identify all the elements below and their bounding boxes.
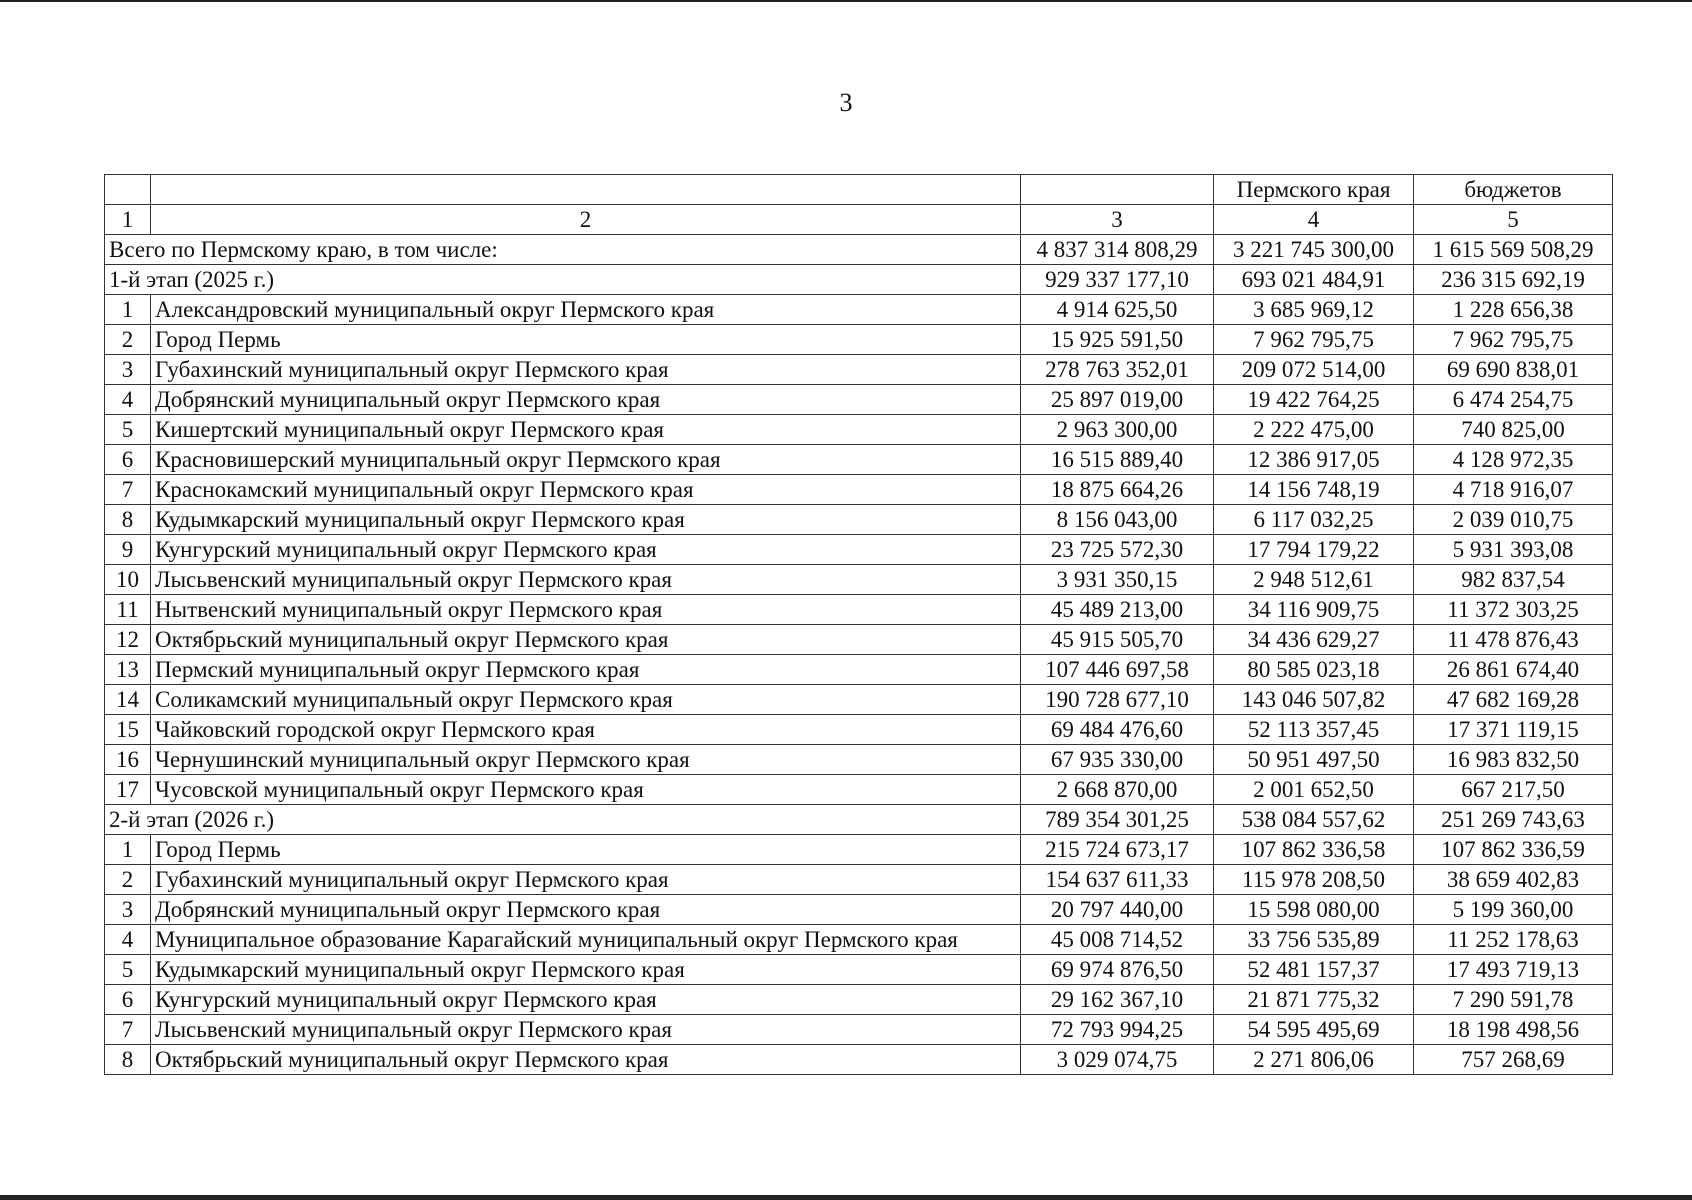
table-row xyxy=(105,865,1613,895)
local-budget-cell: 982 837,54 xyxy=(1414,565,1613,595)
row-number: 12 xyxy=(105,625,151,655)
total-funding-cell: 20 797 440,00 xyxy=(1021,895,1214,925)
stage-label: 1-й этап (2025 г.) xyxy=(105,265,1021,295)
table-row xyxy=(105,505,1613,535)
total-funding-cell: 25 897 019,00 xyxy=(1021,385,1214,415)
municipality-name: Октябрьский муниципальный округ Пермского края xyxy=(151,625,1021,655)
row-number: 7 xyxy=(105,1015,151,1045)
table-row xyxy=(105,745,1613,775)
total-value-4: 3 221 745 300,00 xyxy=(1214,235,1414,265)
regional-budget-cell: 52 481 157,37 xyxy=(1214,955,1414,985)
total-funding-cell: 107 446 697,58 xyxy=(1021,655,1214,685)
column-number-4: 4 xyxy=(1214,205,1414,235)
row-number: 15 xyxy=(105,715,151,745)
row-number: 3 xyxy=(105,895,151,925)
table-row xyxy=(105,295,1613,325)
row-number: 16 xyxy=(105,745,151,775)
municipality-name: Нытвенский муниципальный округ Пермского края xyxy=(151,595,1021,625)
municipality-name: Кишертский муниципальный округ Пермского края xyxy=(151,415,1021,445)
table-row xyxy=(105,715,1613,745)
column-number-2: 2 xyxy=(151,205,1021,235)
table-row xyxy=(105,325,1613,355)
local-budget-cell: 4 718 916,07 xyxy=(1414,475,1613,505)
local-budget-cell: 69 690 838,01 xyxy=(1414,355,1613,385)
total-funding-cell: 2 668 870,00 xyxy=(1021,775,1214,805)
municipality-name: Город Пермь xyxy=(151,325,1021,355)
local-budget-cell: 17 371 119,15 xyxy=(1414,715,1613,745)
total-funding-cell: 4 914 625,50 xyxy=(1021,295,1214,325)
row-number: 11 xyxy=(105,595,151,625)
regional-budget-cell: 14 156 748,19 xyxy=(1214,475,1414,505)
municipality-name: Чайковский городской округ Пермского края xyxy=(151,715,1021,745)
municipality-name: Кудымкарский муниципальный округ Пермского края xyxy=(151,955,1021,985)
total-funding-cell: 67 935 330,00 xyxy=(1021,745,1214,775)
stage-row xyxy=(105,805,1613,835)
row-number: 6 xyxy=(105,985,151,1015)
total-funding-cell: 45 915 505,70 xyxy=(1021,625,1214,655)
stage-value-5: 251 269 743,63 xyxy=(1414,805,1613,835)
local-budget-cell: 11 252 178,63 xyxy=(1414,925,1613,955)
local-budget-cell: 26 861 674,40 xyxy=(1414,655,1613,685)
regional-budget-cell: 80 585 023,18 xyxy=(1214,655,1414,685)
total-funding-cell: 69 974 876,50 xyxy=(1021,955,1214,985)
regional-budget-cell: 54 595 495,69 xyxy=(1214,1015,1414,1045)
regional-budget-cell: 115 978 208,50 xyxy=(1214,865,1414,895)
regional-budget-cell: 3 685 969,12 xyxy=(1214,295,1414,325)
table-row xyxy=(105,775,1613,805)
table-row xyxy=(105,985,1613,1015)
local-budget-cell: 18 198 498,56 xyxy=(1414,1015,1613,1045)
row-number: 2 xyxy=(105,325,151,355)
local-budget-cell: 1 228 656,38 xyxy=(1414,295,1613,325)
column-number-row xyxy=(105,205,1613,235)
municipality-name: Город Пермь xyxy=(151,835,1021,865)
regional-budget-cell: 209 072 514,00 xyxy=(1214,355,1414,385)
stage-value-3: 789 354 301,25 xyxy=(1021,805,1214,835)
municipality-name: Кунгурский муниципальный округ Пермского края xyxy=(151,985,1021,1015)
stage-value-4: 538 084 557,62 xyxy=(1214,805,1414,835)
stage-label: 2-й этап (2026 г.) xyxy=(105,805,1021,835)
municipality-name: Муниципальное образование Карагайский муниципальный округ Пермского края xyxy=(151,925,1021,955)
regional-budget-cell: 2 271 806,06 xyxy=(1214,1045,1414,1075)
local-budget-cell: 2 039 010,75 xyxy=(1414,505,1613,535)
local-budget-cell: 7 290 591,78 xyxy=(1414,985,1613,1015)
total-funding-cell: 69 484 476,60 xyxy=(1021,715,1214,745)
total-funding-cell: 72 793 994,25 xyxy=(1021,1015,1214,1045)
table-row xyxy=(105,595,1613,625)
total-funding-cell: 154 637 611,33 xyxy=(1021,865,1214,895)
regional-budget-cell: 15 598 080,00 xyxy=(1214,895,1414,925)
table-row xyxy=(105,1015,1613,1045)
row-number: 13 xyxy=(105,655,151,685)
row-number: 7 xyxy=(105,475,151,505)
table-row xyxy=(105,355,1613,385)
municipality-name: Соликамский муниципальный округ Пермского края xyxy=(151,685,1021,715)
total-funding-cell: 215 724 673,17 xyxy=(1021,835,1214,865)
table-row xyxy=(105,925,1613,955)
local-budget-cell: 667 217,50 xyxy=(1414,775,1613,805)
table-row xyxy=(105,475,1613,505)
stage-value-5: 236 315 692,19 xyxy=(1414,265,1613,295)
municipality-name: Красновишерский муниципальный округ Пермского края xyxy=(151,445,1021,475)
local-budget-cell: 17 493 719,13 xyxy=(1414,955,1613,985)
regional-budget-cell: 7 962 795,75 xyxy=(1214,325,1414,355)
header-row-continued xyxy=(105,175,1613,205)
regional-budget-cell: 19 422 764,25 xyxy=(1214,385,1414,415)
municipality-name: Чусовской муниципальный округ Пермского края xyxy=(151,775,1021,805)
local-budget-cell: 16 983 832,50 xyxy=(1414,745,1613,775)
regional-budget-cell: 50 951 497,50 xyxy=(1214,745,1414,775)
municipality-name: Добрянский муниципальный округ Пермского края xyxy=(151,385,1021,415)
regional-budget-cell: 107 862 336,58 xyxy=(1214,835,1414,865)
table-row xyxy=(105,655,1613,685)
table-row xyxy=(105,535,1613,565)
row-number: 1 xyxy=(105,295,151,325)
row-number: 1 xyxy=(105,835,151,865)
regional-budget-cell: 33 756 535,89 xyxy=(1214,925,1414,955)
table-row xyxy=(105,625,1613,655)
regional-budget-cell: 2 948 512,61 xyxy=(1214,565,1414,595)
regional-budget-cell: 17 794 179,22 xyxy=(1214,535,1414,565)
municipality-name: Пермский муниципальный округ Пермского края xyxy=(151,655,1021,685)
total-funding-cell: 278 763 352,01 xyxy=(1021,355,1214,385)
municipality-name: Лысьвенский муниципальный округ Пермского края xyxy=(151,1015,1021,1045)
row-number: 10 xyxy=(105,565,151,595)
row-number: 9 xyxy=(105,535,151,565)
municipality-name: Кудымкарский муниципальный округ Пермского края xyxy=(151,505,1021,535)
regional-budget-cell: 52 113 357,45 xyxy=(1214,715,1414,745)
page-number: 3 xyxy=(839,88,853,117)
header-cell-4: Пермского края xyxy=(1214,175,1414,205)
local-budget-cell: 6 474 254,75 xyxy=(1414,385,1613,415)
total-funding-cell: 190 728 677,10 xyxy=(1021,685,1214,715)
header-cell-3 xyxy=(1021,175,1214,205)
local-budget-cell: 740 825,00 xyxy=(1414,415,1613,445)
row-number: 8 xyxy=(105,1045,151,1075)
table-row xyxy=(105,415,1613,445)
regional-budget-cell: 2 222 475,00 xyxy=(1214,415,1414,445)
municipality-name: Чернушинский муниципальный округ Пермского края xyxy=(151,745,1021,775)
table-row xyxy=(105,895,1613,925)
stage-row xyxy=(105,265,1613,295)
row-number: 3 xyxy=(105,355,151,385)
total-row xyxy=(105,235,1613,265)
table-row xyxy=(105,385,1613,415)
row-number: 8 xyxy=(105,505,151,535)
stage-value-3: 929 337 177,10 xyxy=(1021,265,1214,295)
municipality-name: Губахинский муниципальный округ Пермского края xyxy=(151,865,1021,895)
local-budget-cell: 4 128 972,35 xyxy=(1414,445,1613,475)
stage-value-4: 693 021 484,91 xyxy=(1214,265,1414,295)
table-row xyxy=(105,685,1613,715)
municipality-name: Кунгурский муниципальный округ Пермского края xyxy=(151,535,1021,565)
row-number: 4 xyxy=(105,385,151,415)
scan-edge-top xyxy=(0,0,1692,2)
scan-edge-bottom xyxy=(0,1195,1692,1200)
total-funding-cell: 3 931 350,15 xyxy=(1021,565,1214,595)
column-number-3: 3 xyxy=(1021,205,1214,235)
regional-budget-cell: 21 871 775,32 xyxy=(1214,985,1414,1015)
local-budget-cell: 5 199 360,00 xyxy=(1414,895,1613,925)
municipality-name: Губахинский муниципальный округ Пермского края xyxy=(151,355,1021,385)
local-budget-cell: 5 931 393,08 xyxy=(1414,535,1613,565)
total-funding-cell: 45 008 714,52 xyxy=(1021,925,1214,955)
regional-budget-cell: 34 436 629,27 xyxy=(1214,625,1414,655)
total-value-5: 1 615 569 508,29 xyxy=(1414,235,1613,265)
regional-budget-cell: 2 001 652,50 xyxy=(1214,775,1414,805)
municipality-name: Краснокамский муниципальный округ Пермского края xyxy=(151,475,1021,505)
local-budget-cell: 11 478 876,43 xyxy=(1414,625,1613,655)
header-cell-5: бюджетов xyxy=(1414,175,1613,205)
regional-budget-cell: 6 117 032,25 xyxy=(1214,505,1414,535)
column-number-1: 1 xyxy=(105,205,151,235)
row-number: 5 xyxy=(105,955,151,985)
row-number: 5 xyxy=(105,415,151,445)
row-number: 6 xyxy=(105,445,151,475)
municipality-name: Лысьвенский муниципальный округ Пермского края xyxy=(151,565,1021,595)
total-funding-cell: 16 515 889,40 xyxy=(1021,445,1214,475)
table-row xyxy=(105,445,1613,475)
municipality-name: Добрянский муниципальный округ Пермского края xyxy=(151,895,1021,925)
table-row xyxy=(105,835,1613,865)
header-cell-1 xyxy=(105,175,151,205)
table-row xyxy=(105,955,1613,985)
local-budget-cell: 757 268,69 xyxy=(1414,1045,1613,1075)
total-label: Всего по Пермскому краю, в том числе: xyxy=(105,235,1021,265)
row-number: 4 xyxy=(105,925,151,955)
regional-budget-cell: 34 116 909,75 xyxy=(1214,595,1414,625)
total-funding-cell: 23 725 572,30 xyxy=(1021,535,1214,565)
row-number: 17 xyxy=(105,775,151,805)
row-number: 2 xyxy=(105,865,151,895)
budget-table xyxy=(104,174,1613,1075)
total-funding-cell: 18 875 664,26 xyxy=(1021,475,1214,505)
total-funding-cell: 8 156 043,00 xyxy=(1021,505,1214,535)
row-number: 14 xyxy=(105,685,151,715)
local-budget-cell: 38 659 402,83 xyxy=(1414,865,1613,895)
total-funding-cell: 15 925 591,50 xyxy=(1021,325,1214,355)
total-funding-cell: 45 489 213,00 xyxy=(1021,595,1214,625)
regional-budget-cell: 143 046 507,82 xyxy=(1214,685,1414,715)
budget-table-body xyxy=(105,175,1613,1075)
table-row xyxy=(105,1045,1613,1075)
local-budget-cell: 7 962 795,75 xyxy=(1414,325,1613,355)
table-row xyxy=(105,565,1613,595)
local-budget-cell: 107 862 336,59 xyxy=(1414,835,1613,865)
total-value-3: 4 837 314 808,29 xyxy=(1021,235,1214,265)
local-budget-cell: 47 682 169,28 xyxy=(1414,685,1613,715)
total-funding-cell: 29 162 367,10 xyxy=(1021,985,1214,1015)
header-cell-2 xyxy=(151,175,1021,205)
total-funding-cell: 3 029 074,75 xyxy=(1021,1045,1214,1075)
municipality-name: Октябрьский муниципальный округ Пермского края xyxy=(151,1045,1021,1075)
regional-budget-cell: 12 386 917,05 xyxy=(1214,445,1414,475)
local-budget-cell: 11 372 303,25 xyxy=(1414,595,1613,625)
column-number-5: 5 xyxy=(1414,205,1613,235)
total-funding-cell: 2 963 300,00 xyxy=(1021,415,1214,445)
municipality-name: Александровский муниципальный округ Пермского края xyxy=(151,295,1021,325)
